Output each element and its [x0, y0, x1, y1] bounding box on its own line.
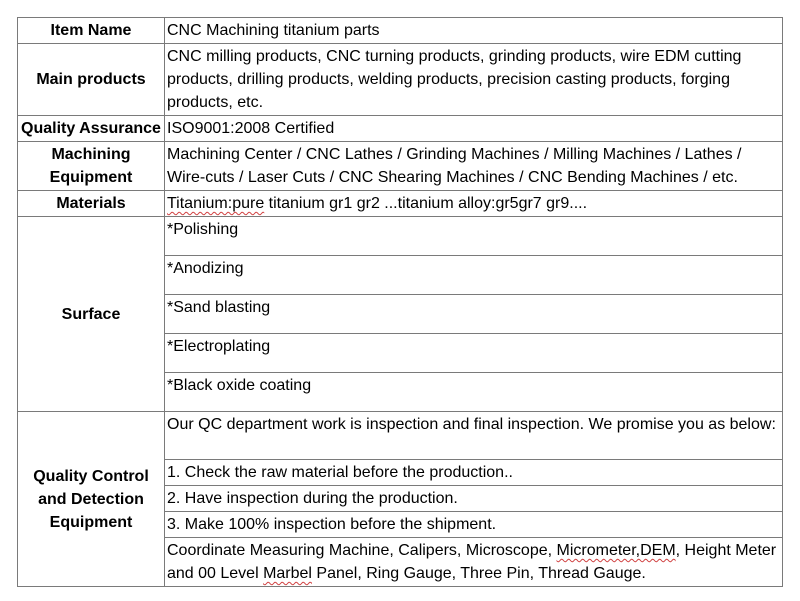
qc-step: 1. Check the raw material before the production..: [165, 460, 783, 486]
qc-equipment-part3: Panel, Ring Gauge, Three Pin, Thread Gauge.: [311, 565, 646, 582]
label-machining-equipment: Machining Equipment: [18, 142, 165, 191]
surface-item: *Black oxide coating: [165, 373, 783, 412]
surface-item: *Electroplating: [165, 334, 783, 373]
qc-step: 2. Have inspection during the production.: [165, 486, 783, 512]
qc-step: 3. Make 100% inspection before the shipment.: [165, 512, 783, 538]
label-main-products: Main products: [18, 44, 165, 116]
label-qc: Quality Control and Detection Equipment: [18, 412, 165, 587]
label-quality-assurance: Quality Assurance: [18, 116, 165, 142]
qc-equipment-part1: Coordinate Measuring Machine, Calipers, Microscope,: [167, 542, 557, 559]
qc-equipment-micrometer: Micrometer,DEM: [556, 542, 676, 559]
row-quality-assurance: [18, 116, 783, 142]
qc-intro: Our QC department work is inspection and final inspection. We promise you as below:: [165, 412, 783, 460]
row-surface-1: [18, 217, 783, 256]
label-surface: Surface: [18, 217, 165, 412]
materials-prefix: Titanium:pure: [167, 195, 265, 212]
value-item-name: CNC Machining titanium parts: [165, 18, 783, 44]
qc-equipment: [165, 538, 783, 587]
row-item-name: [18, 18, 783, 44]
value-quality-assurance: ISO9001:2008 Certified: [165, 116, 783, 142]
value-main-products: CNC milling products, CNC turning products, grinding products, wire EDM cutting products, drilling products, welding products, precision casting products, forging products, etc.: [165, 44, 783, 116]
qc-equipment-part2: , Height Meter and 00 Level: [167, 542, 777, 582]
materials-rest: titanium gr1 gr2 ...titanium alloy:gr5gr7 gr9....: [264, 195, 588, 212]
label-item-name: Item Name: [18, 18, 165, 44]
row-qc-intro: [18, 412, 783, 460]
row-materials: [18, 191, 783, 217]
label-materials: Materials: [18, 191, 165, 217]
value-materials: [165, 191, 783, 217]
product-spec-table: [17, 17, 783, 587]
qc-equipment-marbel: Marbel: [263, 565, 312, 582]
surface-item: *Anodizing: [165, 256, 783, 295]
value-machining-equipment: Machining Center / CNC Lathes / Grinding Machines / Milling Machines / Lathes / Wire-cuts / Laser Cuts / CNC Shearing Machines / CNC Bending Machines / etc.: [165, 142, 783, 191]
surface-item: *Polishing: [165, 217, 783, 256]
row-machining-equipment: [18, 142, 783, 191]
surface-item: *Sand blasting: [165, 295, 783, 334]
row-main-products: [18, 44, 783, 116]
